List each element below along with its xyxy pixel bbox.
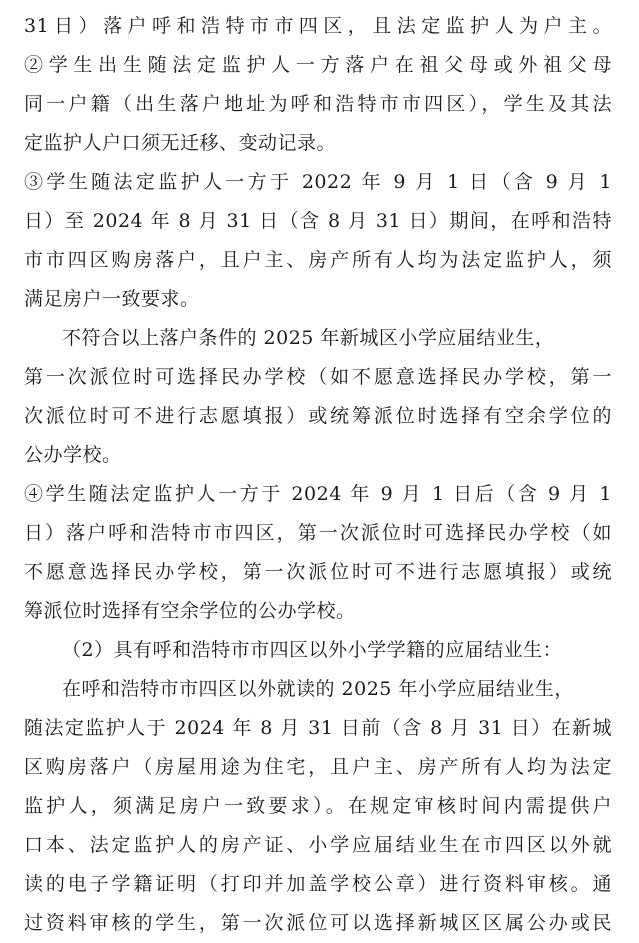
text-line-18: 在呼和浩特市市四区以外就读的 2025 年小学应届结业生， (62, 678, 574, 700)
text-line-10: 第一次派位时可选择民办学校（如不愿意选择民办学校，第一 (24, 366, 612, 388)
text-line-20: 区购房落户（房屋用途为住宅，且户主、房产所有人均为法定 (24, 756, 612, 778)
text-line-3: 同一户籍（出生落户地址为呼和浩特市市四区），学生及其法 (24, 93, 612, 115)
text-line-15: 不愿意选择民办学校，第一次派位时可不进行志愿填报）或统 (24, 561, 612, 583)
text-line-7: 市市四区购房落户，且户主、房产所有人均为法定监护人，须 (24, 249, 612, 271)
text-line-12: 公办学校。 (24, 444, 122, 466)
section-heading: （2）具有呼和浩特市市四区以外小学学籍的应届结业生： (62, 639, 563, 661)
text-line-24: 过资料审核的学生，第一次派位可以选择新城区区属公办或民 (24, 912, 612, 934)
text-line-6: 日）至 2024 年 8 月 31 日（含 8 月 31 日）期间，在呼和浩特 (24, 210, 612, 232)
text-line-4: 定监护人户口须无迁移、变动记录。 (24, 132, 337, 154)
text-line-14: 日）落户呼和浩特市市四区，第一次派位时可选择民办学校（如 (24, 522, 612, 544)
text-line-5: ③学生随法定监护人一方于 2022 年 9 月 1 日（含 9 月 1 (24, 171, 612, 193)
text-line-11: 次派位时可不进行志愿填报）或统筹派位时选择有空余学位的 (24, 405, 612, 427)
text-line-9: 不符合以上落户条件的 2025 年新城区小学应届结业生， (62, 327, 555, 349)
text-line-19: 随法定监护人于 2024 年 8 月 31 日前（含 8 月 31 日）在新城 (24, 717, 612, 739)
text-line-8: 满足房户一致要求。 (24, 288, 200, 310)
text-line-22: 口本、法定监护人的房产证、小学应届结业生在市四区以外就 (24, 834, 612, 856)
text-line-2: ②学生出生随法定监护人一方落户在祖父母或外祖父母 (24, 54, 612, 76)
text-line-23: 读的电子学籍证明（打印并加盖学校公章）进行资料审核。通 (24, 873, 612, 895)
text-line-16: 筹派位时选择有空余学位的公办学校。 (24, 600, 356, 622)
text-line-1: 31日）落户呼和浩特市市四区，且法定监护人为户主。 (24, 15, 612, 37)
text-line-21: 监护人，须满足房户一致要求）。在规定审核时间内需提供户 (24, 795, 612, 817)
text-line-13: ④学生随法定监护人一方于 2024 年 9 月 1 日后（含 9 月 1 (24, 483, 612, 505)
